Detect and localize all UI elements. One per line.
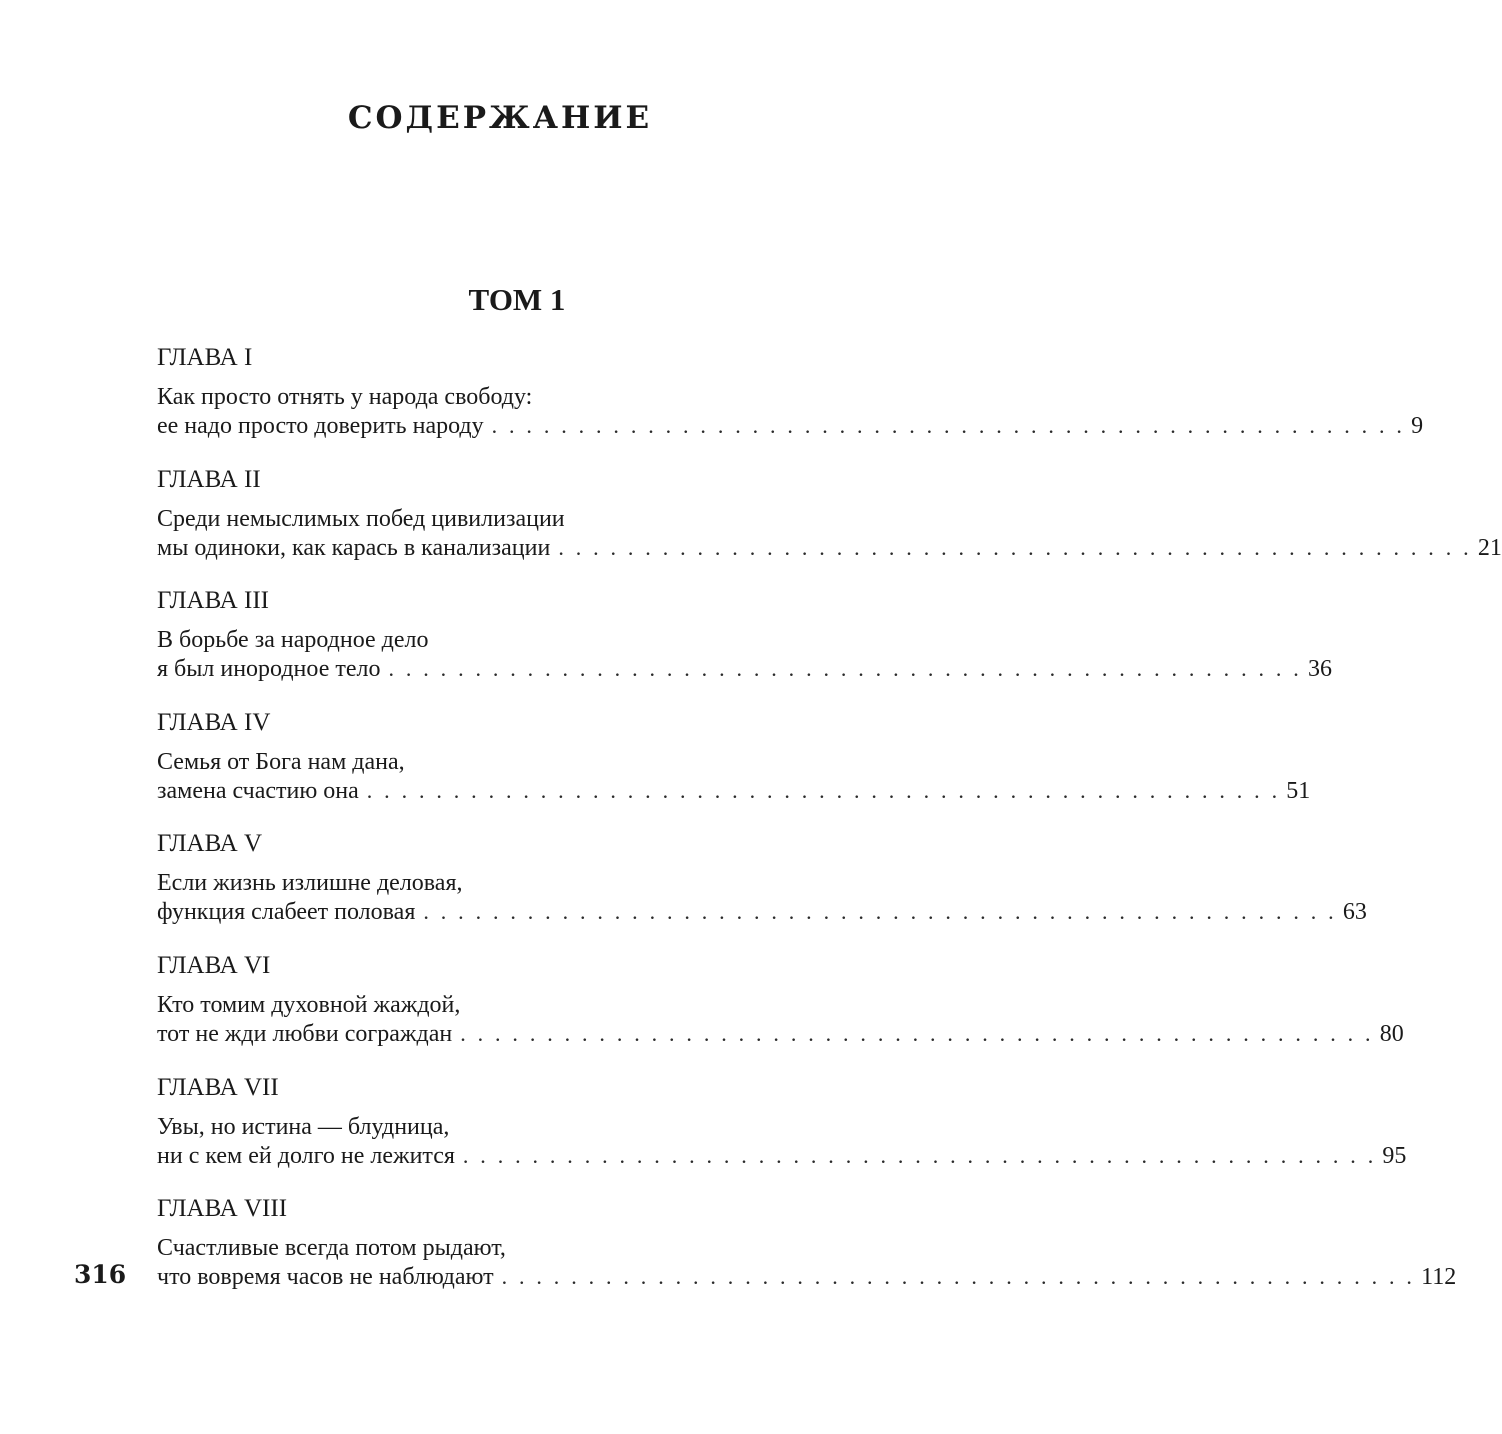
toc-entry-chapter-8[interactable] [157, 1191, 1457, 1313]
toc-entry-chapter-2[interactable] [157, 462, 1502, 584]
volume-heading: ТОМ 1 [468, 282, 566, 317]
chapter-label: ГЛАВА IV [157, 708, 271, 736]
chapter-title-line-1: Счастливые всегда потом рыдают, [157, 1235, 506, 1262]
chapter-page-number: 21 [1477, 534, 1502, 561]
chapter-page-number: 9 [1411, 413, 1424, 439]
dot-leader: . . . . . . . . . . . . . . . . . . . . . . . . . . . . . . . . . . . . . . . . . . . . . . . . . . . . . [423, 899, 1337, 925]
dot-leader: . . . . . . . . . . . . . . . . . . . . . . . . . . . . . . . . . . . . . . . . . . . . . . . . . . . . . [460, 1020, 1374, 1046]
dot-leader: . . . . . . . . . . . . . . . . . . . . . . . . . . . . . . . . . . . . . . . . . . . . . . . . . . . . . [388, 656, 1302, 682]
toc-entry-chapter-3[interactable] [157, 583, 1332, 705]
toc-entry-chapter-4[interactable] [157, 705, 1311, 827]
toc-entry-chapter-6[interactable] [157, 948, 1404, 1070]
toc-entry-chapter-1[interactable] [157, 340, 1424, 462]
chapter-title-line-2-row [157, 1140, 1407, 1172]
chapter-title-line-2: что вовремя часов не наблюдают [157, 1264, 494, 1291]
chapter-title-line-1: В борьбе за народное дело [157, 627, 429, 654]
toc-entry-chapter-5[interactable] [157, 826, 1367, 948]
dot-leader: . . . . . . . . . . . . . . . . . . . . . . . . . . . . . . . . . . . . . . . . . . . . . . . . . . . . . [366, 777, 1281, 803]
chapter-label: ГЛАВА V [157, 830, 263, 858]
chapter-title-line-2-row [157, 410, 1424, 442]
chapter-title-line-2: ее надо просто доверить народу [157, 413, 484, 439]
chapter-label: ГЛАВА I [157, 344, 253, 371]
chapter-title-line-2: тот не жди любви сограждан [157, 1020, 453, 1047]
chapter-title-line-2-row [157, 1261, 1457, 1293]
chapter-label: ГЛАВА III [157, 587, 269, 615]
page-title: СОДЕРЖАНИЕ [347, 100, 653, 136]
chapter-title-line-1: Семья от Бога нам дана, [157, 748, 405, 775]
chapter-title-line-2: ни с кем ей долго не лежится [157, 1142, 455, 1169]
chapter-page-number: 80 [1379, 1020, 1404, 1047]
dot-leader: . . . . . . . . . . . . . . . . . . . . . . . . . . . . . . . . . . . . . . . . . . . . . . . . . . . . . [462, 1142, 1377, 1168]
toc-entry-chapter-7[interactable] [157, 1070, 1407, 1192]
chapter-title-line-2: функция слабеет половая [157, 899, 416, 926]
chapter-label: ГЛАВА II [157, 465, 261, 493]
chapter-title-line-2-row [157, 653, 1332, 685]
chapter-title-line-2: мы одиноки, как карась в канализации [157, 534, 551, 561]
chapter-title-line-2-row [157, 775, 1311, 807]
chapter-label: ГЛАВА VIII [157, 1195, 288, 1223]
chapter-title-line-1: Как просто отнять у народа свободу: [157, 384, 533, 410]
chapter-title-line-2-row [157, 1018, 1404, 1050]
chapter-page-number: 112 [1421, 1264, 1457, 1291]
chapter-label: ГЛАВА VI [157, 951, 271, 979]
chapter-title-line-2-row [157, 896, 1367, 928]
chapter-title-line-1: Среди немыслимых побед цивилизации [157, 505, 565, 532]
page-number: 316 [74, 1260, 127, 1289]
dot-leader: . . . . . . . . . . . . . . . . . . . . . . . . . . . . . . . . . . . . . . . . . . . . . . . . . . . . . [558, 534, 1472, 560]
chapter-page-number: 36 [1307, 656, 1332, 683]
chapter-title-line-1: Увы, но истина — блудница, [157, 1113, 450, 1140]
chapter-title-line-2: я был инородное тело [157, 656, 381, 683]
chapter-page-number: 63 [1342, 899, 1367, 926]
table-of-contents [157, 340, 1502, 1313]
chapter-page-number: 95 [1382, 1142, 1407, 1169]
chapter-title-line-2-row [157, 532, 1502, 564]
chapter-title-line-1: Если жизнь излишне деловая, [157, 870, 463, 897]
chapter-title-line-1: Кто томим духовной жаждой, [157, 991, 461, 1018]
chapter-title-line-2: замена счастию она [157, 777, 359, 804]
chapter-page-number: 51 [1286, 777, 1311, 804]
chapter-label: ГЛАВА VII [157, 1073, 279, 1101]
dot-leader: . . . . . . . . . . . . . . . . . . . . . . . . . . . . . . . . . . . . . . . . . . . . . . . . . . . . . [501, 1264, 1416, 1290]
dot-leader: . . . . . . . . . . . . . . . . . . . . . . . . . . . . . . . . . . . . . . . . . . . . . . . . . . . . . [491, 413, 1406, 438]
